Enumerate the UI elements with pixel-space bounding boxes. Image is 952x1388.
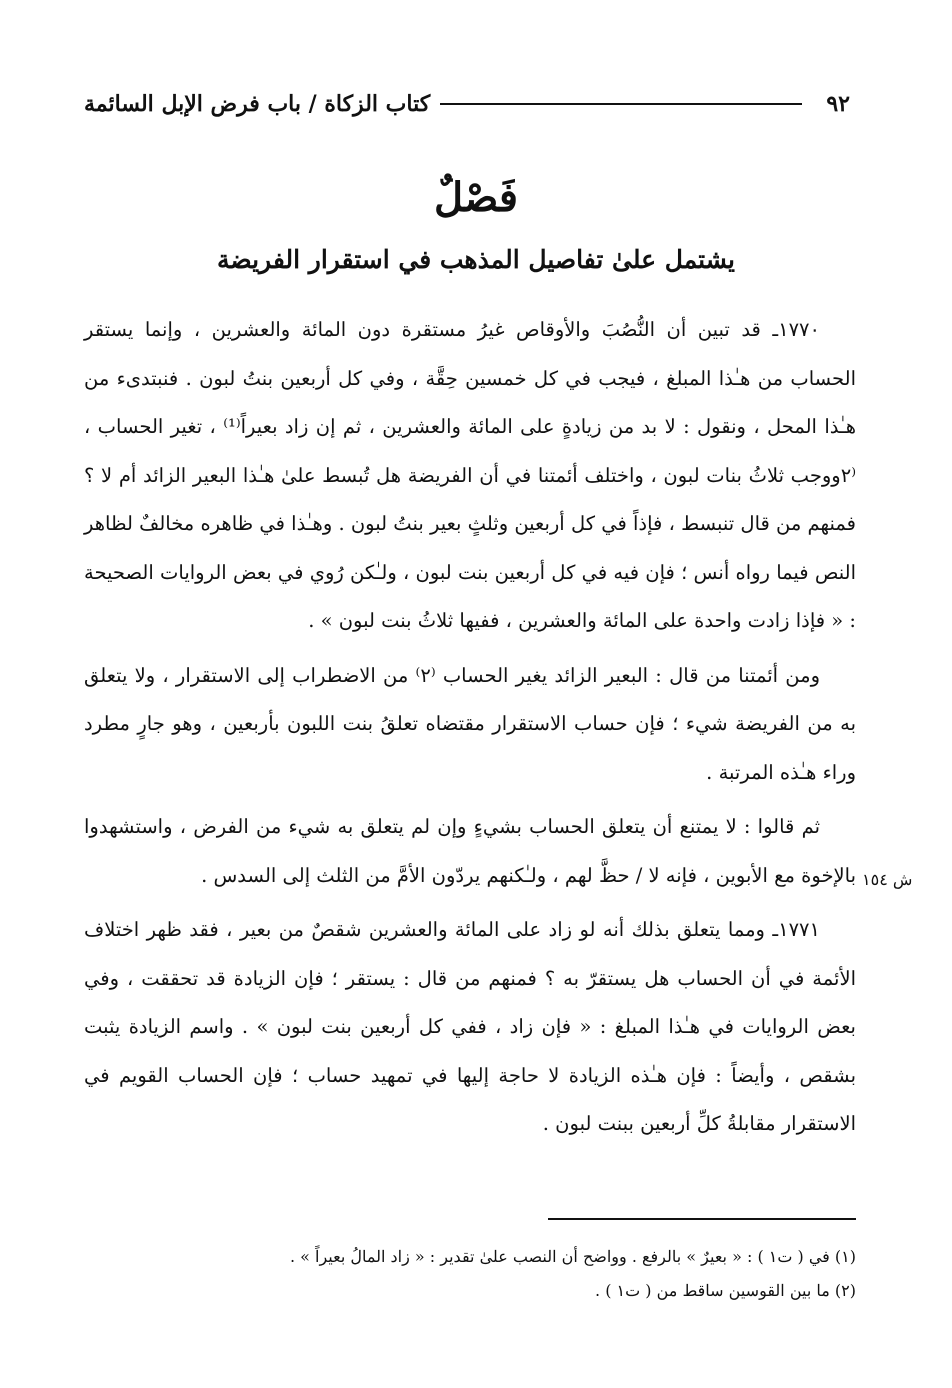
header-title: كتاب الزكاة / باب فرض الإبل السائمة <box>84 91 431 117</box>
footnote-rule <box>548 1218 856 1220</box>
paragraph: ١٧٧١ـ ومما يتعلق بذلك أنه لو زاد على المائة والعشرين شقصٌ من بعير ، فقد ظهر اختلاف الأئمة في أن الحساب هل يستقرّ به ؟ فمنهم من قال : يستقر ؛ فإن الزيادة قد تحققت ، وفي بعض الروايات في هـٰذا المبلغ : « فإن زاد ، ففي كل أربعين بنت لبون » . واسم الزيادة يثبت بشقص ، وأيضاً : فإن هـٰذه الزيادة لا حاجة إليها في تمهيد حساب ؛ فإن الحساب القويم في الاستقرار مقابلةُ كلِّ أربعين ببنت لبون . <box>84 918 856 1135</box>
body-text <box>84 306 856 1155</box>
page-number: ٩٢ <box>826 91 850 117</box>
section-heading: فَصْلٌ <box>433 174 519 221</box>
section-subtitle: يشتمل علىٰ تفاصيل المذهب في استقرار الفريضة <box>217 245 735 274</box>
paragraph: ١٧٧٠ـ قد تبين أن النُّصُبَ والأوقاص غيرُ مستقرة دون المائة والعشرين ، وإنما يستقر الحساب من هـٰذا المبلغ ، فيجب في كل خمسين حِقَّة ، وفي كل أربعين بنتُ لبون . فنبتدىء من هـٰذا المحل ، ونقول : لا بد من زيادةٍ على المائة والعشرين ، ثم إن زاد بعيراً⁽¹⁾ ، تغير الحساب ، ⁽٢ووجب ثلاثُ بنات لبون ، واختلف أئمتنا في أن الفريضة هل تُبسط علىٰ هـٰذا البعير الزائد أم لا ؟ فمنهم من قال تنبسط ، فإذاً في كل أربعين وثلثٍ بعير بنتُ لبون . وهـٰذا في ظاهره مخالفٌ لظاهر النص فيما رواه أنس ؛ فإن فيه في كل أربعين بنت لبون ، ولـٰكن رُوي في بعض الروايات الصحيحة : « فإذا زادت واحدة على المائة والعشرين ، ففيها ثلاثُ بنت لبون » . <box>84 318 856 632</box>
paragraph: ثم قالوا : لا يمتنع أن يتعلق الحساب بشيءٍ وإن لم يتعلق به شيء من الفرض ، واستشهدوا بالإخوة مع الأبوين ، فإنه لا / حظَّ لهم ، ولـٰكنهم يردّون الأمَّ من الثلث إلى السدس . <box>84 815 856 887</box>
running-header <box>84 84 850 124</box>
margin-page-reference: ش ١٥٤ <box>862 870 913 889</box>
header-rule <box>440 103 802 105</box>
footnote: (٢) ما بين القوسين ساقط من ( ت١ ) . <box>595 1281 856 1300</box>
paragraph: ومن أئمتنا من قال : البعير الزائد يغير الحساب ⁽٢⁾ من الاضطراب إلى الاستقرار ، ولا يتعلق به من الفريضة شيء ؛ فإن حساب الاستقرار مقتضاه تعلقُ بنت اللبون بأربعين ، وهو جارٍ مطرد وراء هـٰذه المرتبة . <box>84 663 856 784</box>
footnote: (١) في ( ت١ ) : « بعيرٌ » بالرفع . وواضح أن النصب علىٰ تقدير : « زاد المالُ بعيراً » . <box>289 1247 856 1266</box>
footnotes <box>84 1240 856 1308</box>
